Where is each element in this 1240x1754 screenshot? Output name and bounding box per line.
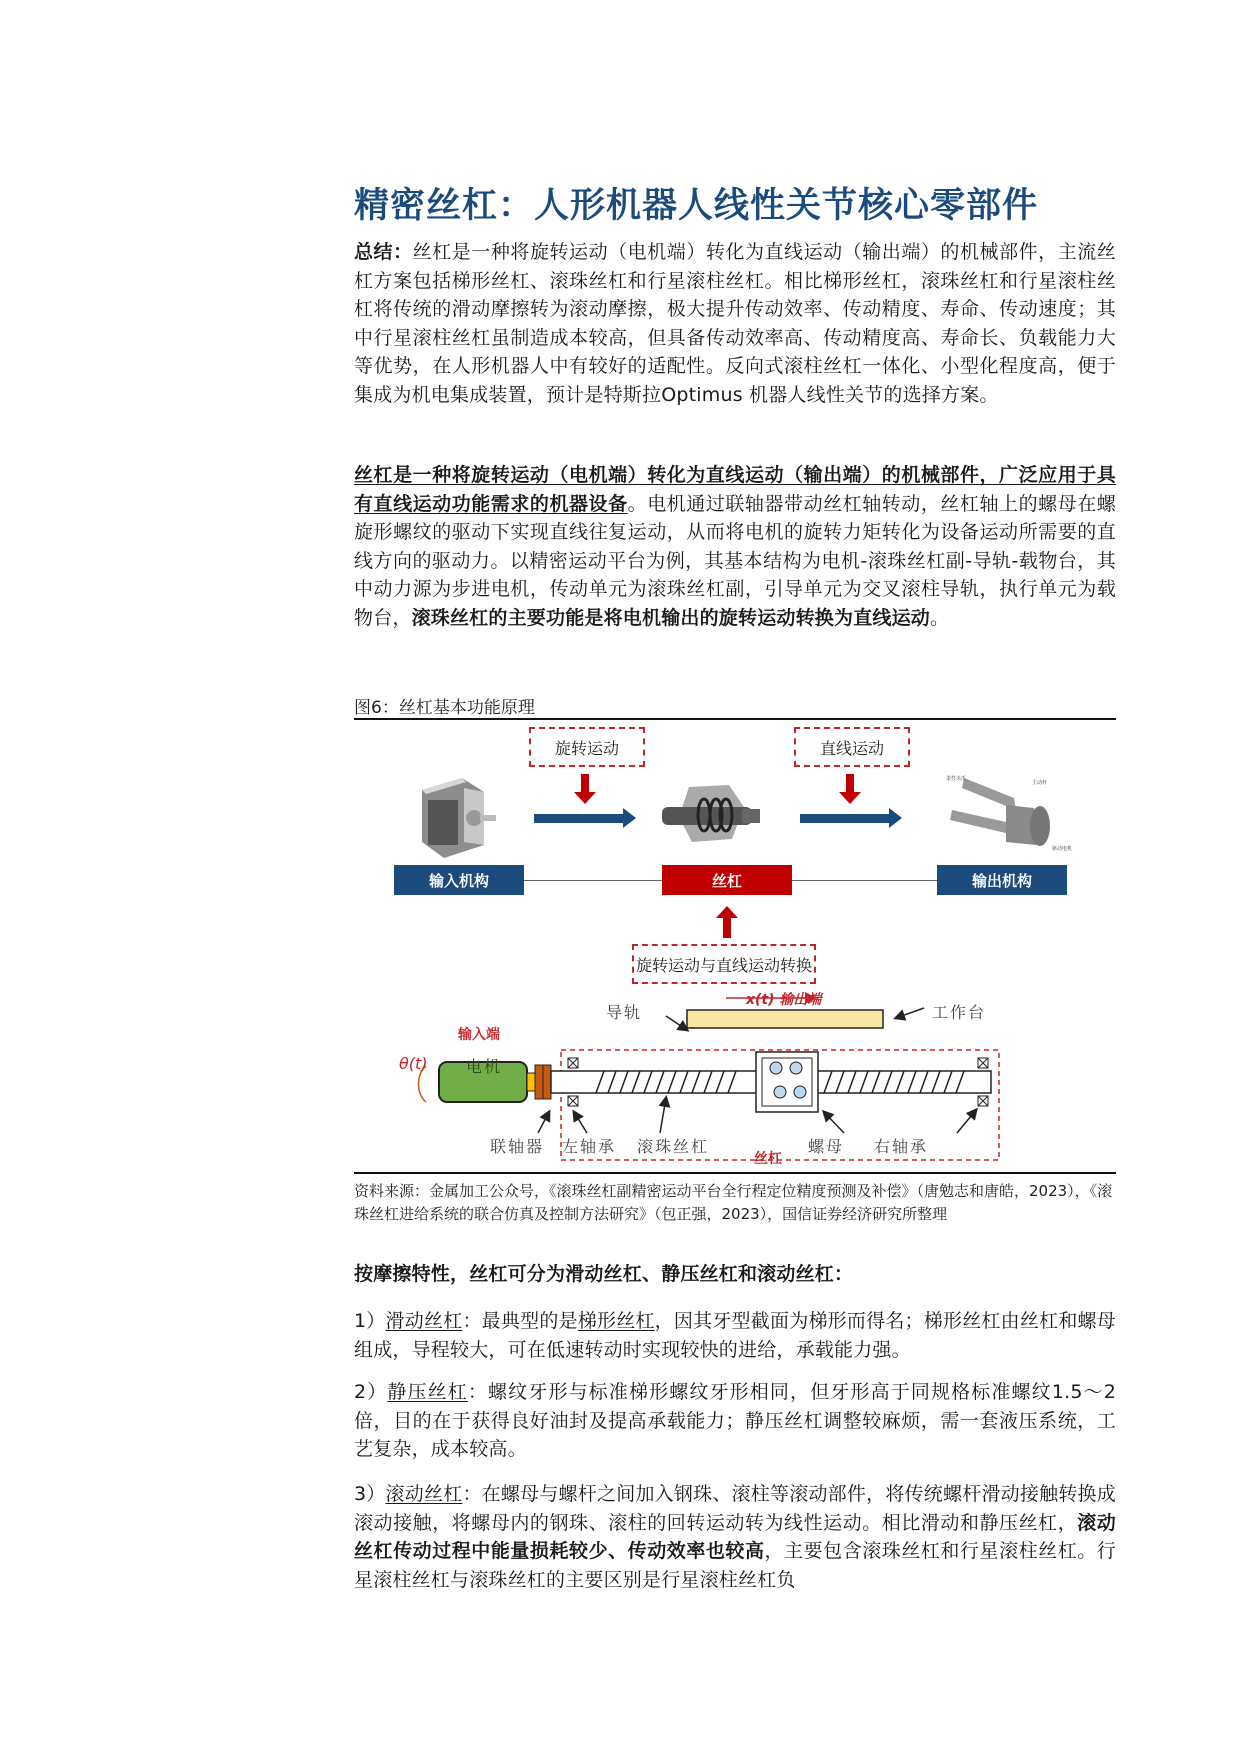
- right-arrow-icon: [800, 814, 890, 823]
- figure-caption: 图6：丝杠基本功能原理: [354, 698, 535, 718]
- gripper-image: [944, 770, 1074, 860]
- output-mechanism-block: 输出机构: [937, 865, 1067, 895]
- item-number: 1）: [354, 1310, 386, 1332]
- item-text: ：在螺母与螺杆之间加入钢珠、滚柱等滚动部件，将传统螺杆滑动接触转换成滚动接触，将螺母内的钢珠、滚柱的回转运动转为线性运动。相比滑动和静压丝杠，: [354, 1483, 1116, 1534]
- item-text: ：螺纹牙形与标准梯形螺纹牙形相同，但牙形高于同规格标准螺纹1.5～2 倍，目的在于获得良好油封及提高承载能力；静压丝杠调整较麻烦，需一套液压系统，工艺复杂，成本较高。: [354, 1381, 1116, 1461]
- intro-text: 。电机通过联轴器带动丝杠轴转动，丝杠轴上的螺母在螺旋形螺纹的驱动下实现直线往复运动，从而将电机的旋转力矩转化为设备运动所需要的直线方向的驱动力。以精密运动平台为例，其基本结构为电机-滚珠丝杠副-导轨-载物台，其中动力源为步进电机，传动单元为滚珠丝杠副，引导单元为交叉滚柱导轨，执行单元为载物台，: [354, 492, 1116, 629]
- item-text: ：最典型的是: [462, 1310, 578, 1332]
- conversion-box: 旋转运动与直线运动转换: [632, 944, 816, 984]
- input-end-label: 输入端: [458, 1027, 500, 1043]
- section-title: 精密丝杠：人形机器人线性关节核心零部件: [354, 186, 1039, 226]
- summary-paragraph: [354, 238, 1116, 410]
- left-bearing-label: 左轴承: [562, 1137, 617, 1156]
- source-note: 资料来源：金属加工公众号，《滚珠丝杠副精密运动平台全行程定位精度预测及补偿》（唐勉志和唐皓，2023），《滚珠丝杠进给系统的联合仿真及控制方法研究》（包正强，2023），国信证券经济研究所整理: [354, 1182, 1113, 1223]
- screw-group-label: 丝杠: [754, 1151, 782, 1167]
- gripper-label-motor: 驱动电机: [1052, 846, 1073, 852]
- item-term: 滚动丝杠: [385, 1483, 463, 1505]
- screw-principle-figure: [354, 722, 1116, 1170]
- theta-label: θ(t): [399, 1054, 428, 1073]
- item-sliding-screw: [354, 1307, 1116, 1364]
- item-hydrostatic-screw: [354, 1378, 1116, 1464]
- stepper-motor-image: [414, 770, 504, 860]
- rotation-motion-box: 旋转运动: [529, 727, 645, 767]
- item-text: ，因其牙型截面为梯形而得名；梯形丝杠由丝杠和螺母组成，导程较大，可在低速转动时实现较快的进给，承载能力强。: [354, 1310, 1116, 1361]
- summary-text: 丝杠是一种将旋转运动（电机端）转化为直线运动（输出端）的机械部件，主流丝杠方案包括梯形丝杠、滚珠丝杠和行星滚柱丝杠。相比梯形丝杠，滚珠丝杠和行星滚柱丝杠将传统的滑动摩擦转为滚动摩擦，极大提升传动效率、传动精度、寿命、传动速度；其中行星滚柱丝杠虽制造成本较高，但具备传动效率高、传动精度高、寿命长、负载能力大等优势，在人形机器人中有较好的适配性。反向式滚柱丝杠一体化、小型化程度高，便于集成为机电集成装置，预计是特斯拉Optimus 机器人线性关节的选择方案。: [354, 241, 1117, 406]
- linear-motion-box: 直线运动: [794, 727, 910, 767]
- item-number: 3）: [354, 1483, 386, 1505]
- gripper-label-rod: 主动杆: [1032, 780, 1048, 786]
- intro-bold-tail: 滚珠丝杠的主要功能是将电机输出的旋转运动转换为直线运动: [411, 606, 931, 629]
- item-rolling-screw: [354, 1480, 1116, 1594]
- motor-label: 电机: [466, 1057, 503, 1076]
- item-term: 滑动丝杠: [385, 1310, 463, 1332]
- coupling-label: 联轴器: [490, 1137, 545, 1156]
- intro-highlight: 丝杠是一种将旋转运动（电机端）转化为直线运动（输出端）的机械部件，广泛应用于具有直线运动功能需求的机器设备: [354, 464, 1116, 515]
- gripper-label-flex: 柔性夹爪: [946, 776, 967, 782]
- ball-screw-image: [654, 777, 764, 857]
- figure-bottom-rule: [354, 1172, 1116, 1174]
- summary-lead: 总结：: [354, 241, 413, 263]
- nut-label: 螺母: [808, 1137, 845, 1156]
- input-mechanism-block: 输入机构: [394, 865, 524, 895]
- down-arrow-icon: [846, 774, 854, 794]
- ball-screw-label: 滚珠丝杠: [637, 1137, 710, 1156]
- intro-end: 。: [930, 606, 950, 629]
- up-arrow-icon: [723, 918, 731, 938]
- item-term: 静压丝杠: [387, 1381, 468, 1403]
- screw-block: 丝杠: [662, 865, 792, 895]
- output-end-label: x(t) 输出端: [746, 992, 822, 1008]
- item-term-trapezoid: 梯形丝杠: [577, 1310, 655, 1332]
- right-bearing-label: 右轴承: [874, 1137, 929, 1156]
- right-arrow-icon: [534, 814, 624, 823]
- down-arrow-icon: [581, 774, 589, 794]
- figure-top-rule: [354, 718, 1116, 720]
- item-bold-text: 滚动丝杠传动过程中能量损耗较少、传动效率也较高: [354, 1511, 1116, 1563]
- intro-paragraph: [354, 461, 1116, 633]
- worktable-label: 工作台: [932, 1003, 987, 1022]
- item-number: 2）: [354, 1381, 388, 1403]
- classification-heading: 按摩擦特性，丝杠可分为滑动丝杠、静压丝杠和滚动丝杠：: [354, 1263, 854, 1285]
- item-text-tail: ，主要包含滚珠丝杠和行星滚柱丝杠。行星滚柱丝杠与滚珠丝杠的主要区别是行星滚柱丝杠负: [354, 1540, 1117, 1591]
- guide-rail-label: 导轨: [606, 1003, 643, 1022]
